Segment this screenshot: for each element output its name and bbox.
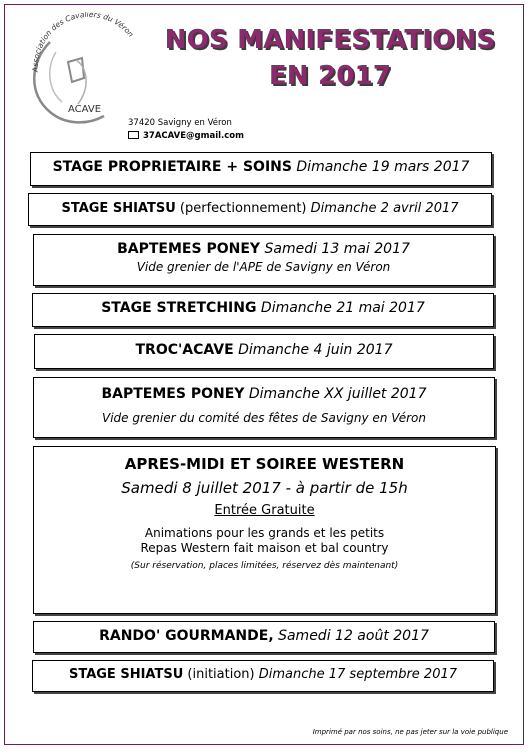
event-entry: Entrée Gratuite [214, 503, 315, 518]
event-date: Dimanche 17 septembre 2017 [258, 667, 458, 682]
event-name: STAGE SHIATSU [61, 201, 176, 216]
event-box-baptemes-poney-mai [33, 234, 494, 286]
event-date: Dimanche 21 mai 2017 [260, 300, 425, 316]
event-line-1: Animations pour les grands et les petits [144, 526, 385, 540]
event-name: APRES-MIDI ET SOIREE WESTERN [124, 455, 405, 473]
event-date: Samedi 12 août 2017 [278, 628, 429, 644]
event-sub: Vide grenier du comité des fêtes de Savigny en Véron [101, 411, 427, 425]
event-detail: (perfectionnement) [179, 201, 307, 216]
event-date: Samedi 8 juillet 2017 - à partir de 15h [121, 479, 408, 497]
association-email [128, 131, 244, 141]
event-date: Samedi 13 mai 2017 [264, 241, 410, 257]
event-name: RANDO' GOURMANDE, [99, 628, 274, 644]
logo-arc-text: Association des Cavaliers du Véron [30, 12, 136, 73]
logo-name: ACAVE [68, 104, 102, 115]
event-name: STAGE PROPRIETAIRE + SOINS [52, 159, 292, 175]
page-title [160, 22, 500, 94]
event-name: STAGE STRETCHING [101, 300, 257, 316]
event-box-western [33, 446, 496, 614]
event-date: Dimanche XX juillet 2017 [248, 386, 427, 402]
event-box-baptemes-poney-juillet [33, 377, 495, 438]
event-sub: Vide grenier de l'APE de Savigny en Véron [136, 260, 391, 274]
acave-logo [16, 12, 156, 132]
title-line-2: EN 2017 [268, 61, 392, 91]
event-name: TROC'ACAVE [135, 342, 234, 358]
event-name: BAPTEMES PONEY [101, 386, 245, 402]
event-note: (Sur réservation, places limitées, réservez dès maintenant) [130, 561, 399, 571]
event-date: Dimanche 4 juin 2017 [238, 342, 393, 358]
event-box-rando-gourmande [33, 621, 495, 653]
event-box-stage-stretching [32, 293, 494, 327]
event-detail: (initiation) [187, 667, 255, 682]
event-name: STAGE SHIATSU [68, 667, 184, 682]
event-date: Dimanche 19 mars 2017 [296, 159, 470, 175]
event-date: Dimanche 2 avril 2017 [310, 201, 459, 216]
footer-note: Imprimé par nos soins, ne pas jeter sur la voie publique [312, 728, 508, 736]
event-box-stage-shiatsu-init [32, 660, 494, 692]
horse-logo-icon [16, 12, 156, 132]
event-box-stage-shiatsu-perf [28, 193, 492, 226]
event-line-2: Repas Western fait maison et bal country [140, 541, 389, 555]
event-name: BAPTEMES PONEY [117, 241, 261, 257]
email-text: 37ACAVE@gmail.com [143, 131, 244, 141]
envelope-icon [128, 131, 139, 139]
event-box-stage-proprietaire [30, 152, 492, 186]
event-box-troc-acave [34, 334, 494, 369]
association-address: 37420 Savigny en Véron [128, 118, 232, 128]
title-line-1: NOS MANIFESTATIONS [164, 25, 496, 55]
